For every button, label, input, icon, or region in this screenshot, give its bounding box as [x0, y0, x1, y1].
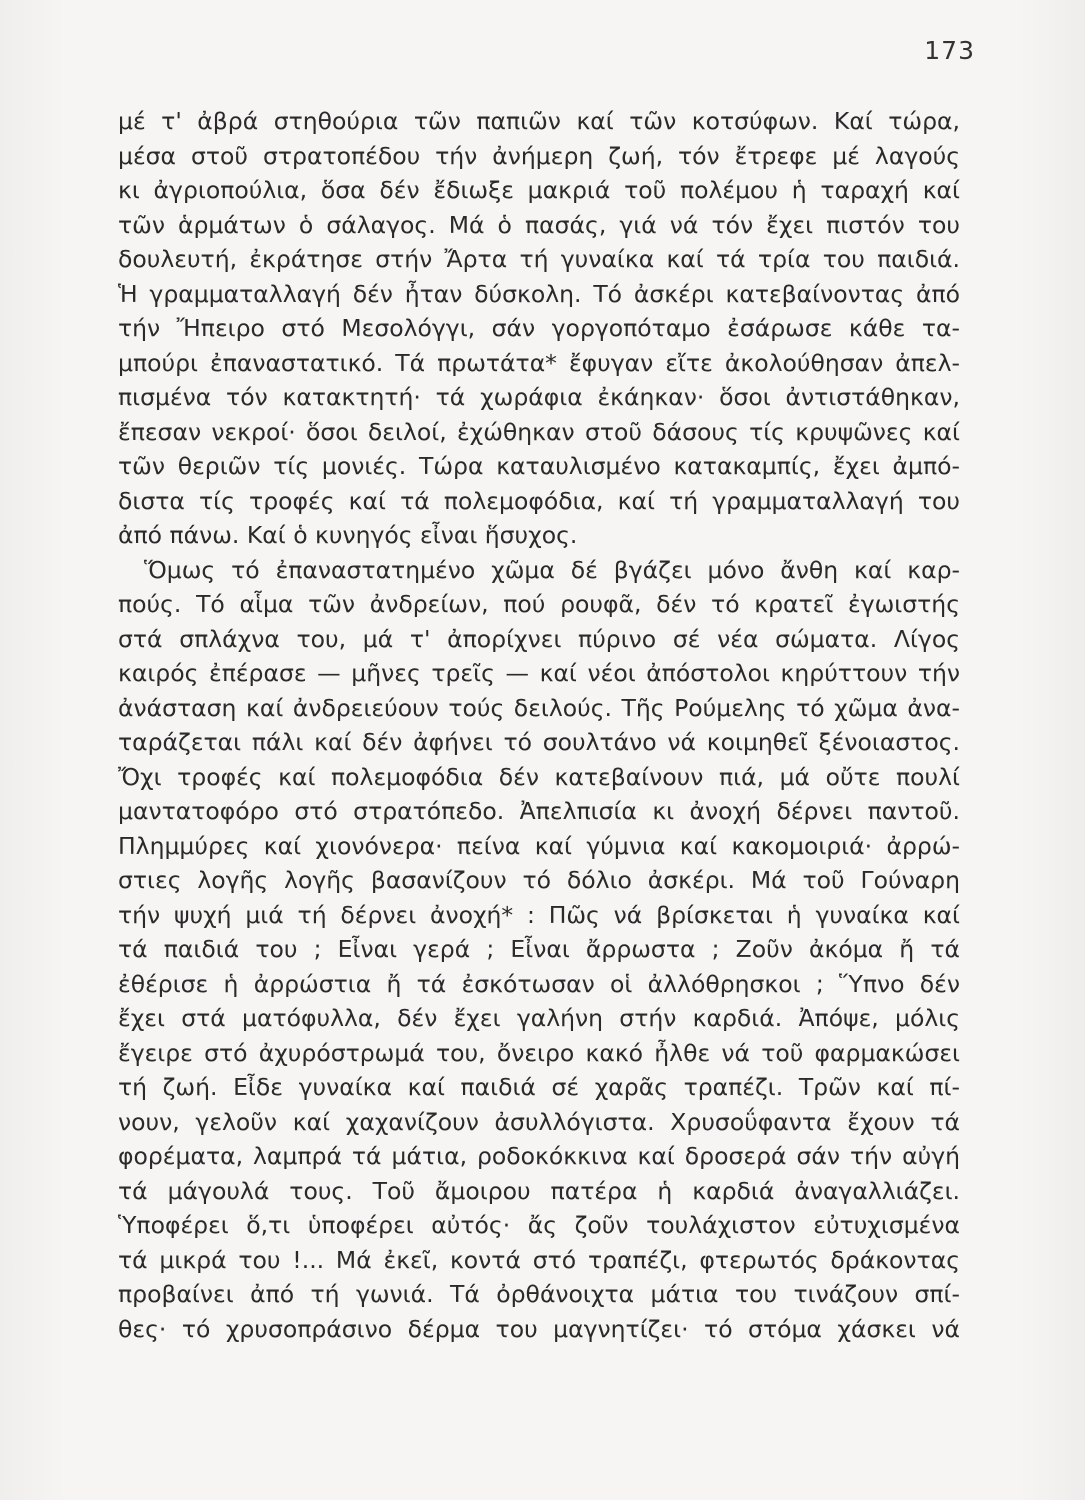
text-line: τήν Ἤπειρο στό Μεσολόγγι, σάν γοργοπόταμο ἐσάρωσε κάθε τα- [118, 314, 960, 342]
text-line: προβαίνει ἀπό τή γωνιά. Τά ὀρθάνοιχτα μάτια του τινάζουν σπί- [118, 1280, 960, 1308]
text-line: τῶν ἁρμάτων ὁ σάλαγος. Μά ὁ πασάς, γιά νά τόν ἔχει πιστόν του [118, 210, 960, 239]
text-line: ἔχει στά ματόφυλλα, δέν ἔχει γαλήνη στήν καρδιά. Ἀπόψε, μόλις [118, 1004, 960, 1032]
text-line: στιες λογῆς λογῆς βασανίζουν τό δόλιο ἀσκέρι. Μά τοῦ Γούναρη [118, 866, 960, 894]
text-line: ἔπεσαν νεκροί· ὅσοι δειλοί, ἐχώθηκαν στοῦ δάσους τίς κρυψῶνες καί [118, 417, 960, 446]
text-line: νουν, γελοῦν καί χαχανίζουν ἀσυλλόγιστα. Χρυσοΰφαντα ἔχουν τά [118, 1107, 960, 1136]
text-line: ἀπό πάνω. Καί ὁ κυνηγός εἶναι ἥσυχος. [118, 521, 578, 549]
text-line: ἐθέρισε ἡ ἀρρώστια ἤ τά ἐσκότωσαν οἱ ἀλλόθρησκοι ; Ὕπνο δέν [118, 969, 960, 998]
page-number: 173 [924, 36, 975, 65]
body-text [118, 104, 960, 1346]
text-line: Ὅμως τό ἐπαναστατημένο χῶμα δέ βγάζει μόνο ἄνθη καί καρ- [144, 555, 960, 584]
text-line: πούς. Τό αἷμα τῶν ἀνδρείων, πού ρουφᾶ, δέν τό κρατεῖ ἐγωιστής [118, 590, 960, 618]
text-line: διστα τίς τροφές καί τά πολεμοφόδια, καί τή γραμματαλλαγή του [118, 486, 960, 515]
text-line: τά μικρά του !... Μά ἐκεῖ, κοντά στό τραπέζι, φτερωτός δράκοντας [118, 1245, 960, 1274]
text-line: Ὄχι τροφές καί πολεμοφόδια δέν κατεβαίνουν πιά, μά οὔτε πουλί [118, 762, 960, 791]
text-line: πισμένα τόν κατακτητή· τά χωράφια ἐκάηκαν· ὅσοι ἀντιστάθηκαν, [118, 383, 960, 411]
text-line: κι ἀγριοπούλια, ὅσα δέν ἔδιωξε μακριά τοῦ πολέμου ἡ ταραχή καί [118, 176, 960, 204]
text-line: ἔγειρε στό ἀχυρόστρωμά του, ὄνειρο κακό ἦλθε νά τοῦ φαρμακώσει [118, 1038, 960, 1067]
text-line: τά παιδιά του ; Εἶναι γερά ; Εἶναι ἄρρωστα ; Ζοῦν ἀκόμα ἤ τά [118, 935, 960, 963]
text-line: τά μάγουλά τους. Τοῦ ἄμοιρου πατέρα ἡ καρδιά ἀναγαλλιάζει. [118, 1176, 960, 1205]
text-line: ταράζεται πάλι καί δέν ἀφήνει τό σουλτάνο νά κοιμηθεῖ ξένοιαστος. [118, 728, 960, 756]
text-line: Πλημμύρες καί χιονόνερα· πείνα καί γύμνια καί κακομοιριά· ἀρρώ- [118, 831, 960, 860]
text-line: μέσα στοῦ στρατοπέδου τήν ἀνήμερη ζωή, τόν ἔτρεφε μέ λαγούς [118, 141, 960, 170]
text-line: μπούρι ἐπαναστατικό. Τά πρωτάτα* ἔφυγαν εἴτε ἀκολούθησαν ἀπελ- [118, 348, 960, 377]
text-line: μαντατοφόρο στό στρατόπεδο. Ἀπελπισία κι ἀνοχή δέρνει παντοῦ. [118, 797, 960, 825]
text-line: ἀνάσταση καί ἀνδρειεύουν τούς δειλούς. Τῆς Ρούμελης τό χῶμα ἀνα- [118, 693, 960, 722]
text-line: θες· τό χρυσοπράσινο δέρμα του μαγνητίζει· τό στόμα χάσκει νά [118, 1314, 960, 1343]
text-line: τή ζωή. Εἶδε γυναίκα καί παιδιά σέ χαρᾶς τραπέζι. Τρῶν καί πί- [118, 1073, 960, 1101]
text-line: μέ τ' ἀβρά στηθούρια τῶν παπιῶν καί τῶν κοτσύφων. Καί τώρα, [118, 107, 960, 135]
text-line: Ὑποφέρει ὅ,τι ὑποφέρει αὐτός· ἄς ζοῦν τουλάχιστον εὐτυχισμένα [118, 1211, 960, 1239]
text-line: τῶν θεριῶν τίς μονιές. Τώρα καταυλισμένο κατακαμπίς, ἔχει ἀμπό- [118, 452, 960, 480]
text-line: δουλευτή, ἐκράτησε στήν Ἄρτα τή γυναίκα καί τά τρία του παιδιά. [118, 245, 960, 273]
text-line: φορέματα, λαμπρά τά μάτια, ροδοκόκκινα καί δροσερά σάν τήν αὐγή [118, 1142, 960, 1170]
text-line: Ἡ γραμματαλλαγή δέν ἦταν δύσκολη. Τό ἀσκέρι κατεβαίνοντας ἀπό [118, 279, 960, 308]
text-line: καιρός ἐπέρασε — μῆνες τρεῖς — καί νέοι ἀπόστολοι κηρύττουν τήν [118, 659, 960, 687]
text-line: τήν ψυχή μιά τή δέρνει ἀνοχή* : Πῶς νά βρίσκεται ἡ γυναίκα καί [118, 900, 960, 929]
text-line: στά σπλάχνα του, μά τ' ἀπορίχνει πύρινο σέ νέα σώματα. Λίγος [118, 624, 960, 653]
